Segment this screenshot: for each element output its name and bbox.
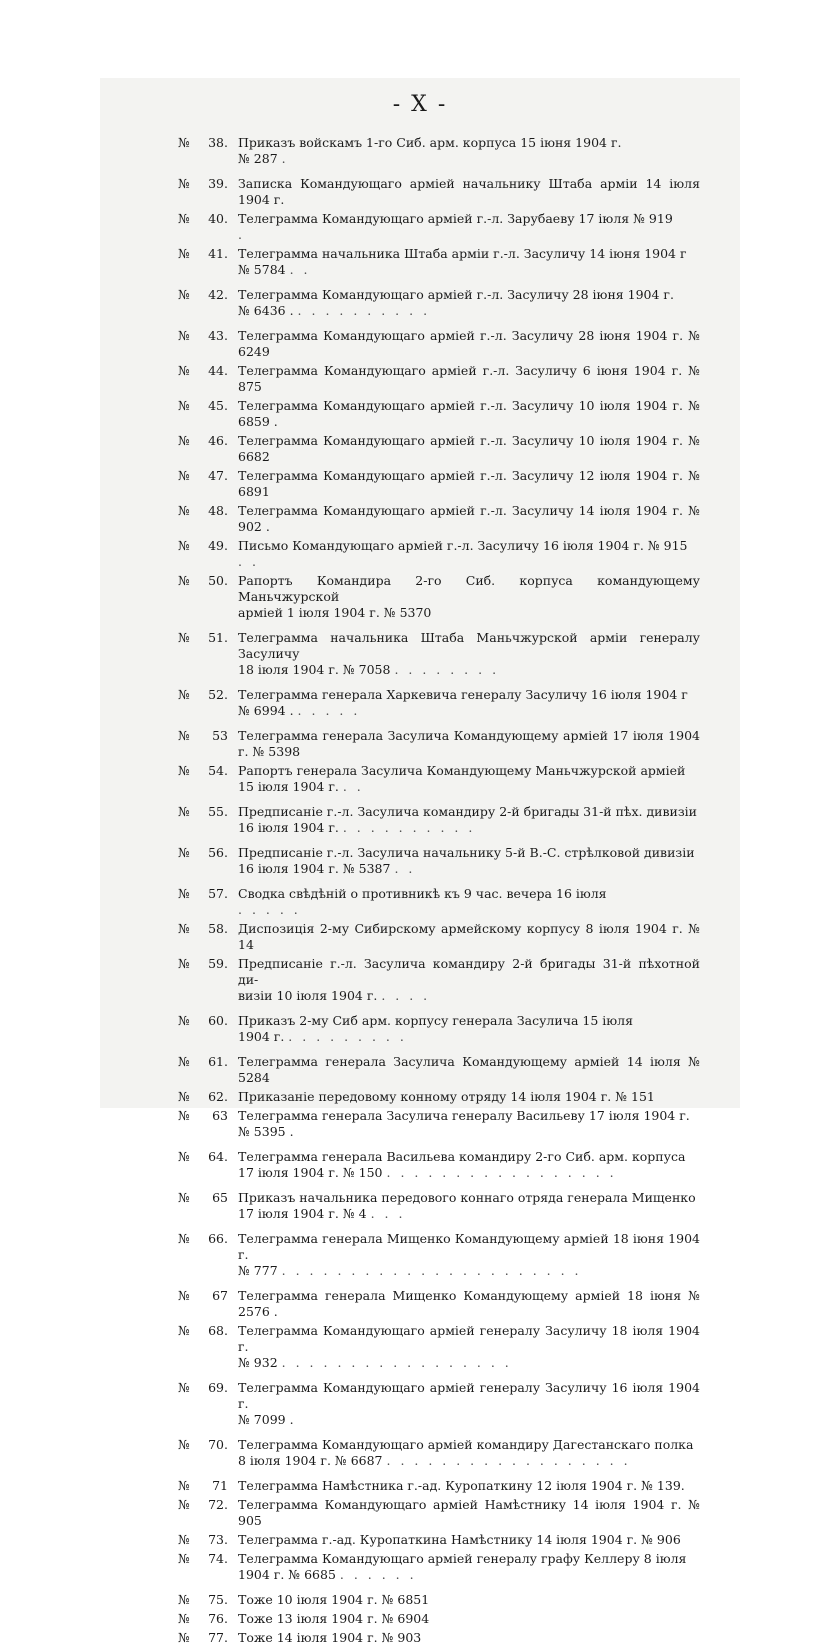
list-item: [178, 328, 700, 360]
entry-text: [238, 1089, 700, 1105]
entry-number: 53: [212, 728, 228, 743]
entry-text: [238, 433, 700, 465]
number-sign: №: [178, 1108, 190, 1123]
entry-line-1: Телеграмма Намѣстника г.-ад. Куропаткину 12 іюля 1904 г. № 139.: [238, 1478, 685, 1493]
entry-line-1: Диспозиція 2-му Сибирскому армейскому корпусу 8 іюля 1904 г. № 14: [238, 921, 700, 952]
number-sign: №: [178, 1323, 190, 1338]
entry-text: [238, 398, 700, 430]
entry-line-2-text: 17 іюля 1904 г. № 150: [238, 1165, 383, 1180]
entry-text: [238, 503, 700, 535]
list-item: [178, 503, 700, 535]
leader-dots: . . . . . . . . . .: [342, 820, 476, 835]
leader-dots: . . . . . . . . . . . . . . . . .: [281, 1355, 512, 1370]
number-sign: №: [178, 211, 190, 226]
entry-line-1: Приказъ войскамъ 1-го Сиб. арм. корпуса 15 іюня 1904 г.: [238, 135, 622, 150]
entry-line-1: Тоже 10 іюля 1904 г. № 6851: [238, 1592, 430, 1607]
entry-number: 44.: [208, 363, 228, 378]
entry-line-2-text: № 7099 .: [238, 1412, 294, 1427]
list-item: [178, 211, 700, 243]
entry-text: [238, 538, 700, 570]
list-item: [178, 1551, 700, 1583]
number-sign: №: [178, 763, 190, 778]
list-item: [178, 1323, 700, 1371]
entry-text: [238, 1532, 700, 1548]
entry-line-1: Приказаніе передовому конному отряду 14 іюля 1904 г. № 151: [238, 1089, 655, 1104]
leader-dots: . . . . .: [297, 703, 361, 718]
number-sign: №: [178, 328, 190, 343]
number-sign: №: [178, 1497, 190, 1512]
entry-number: 65: [212, 1190, 228, 1205]
entry-text: [238, 630, 700, 678]
entry-number: 70.: [208, 1437, 228, 1452]
list-item: [178, 573, 700, 621]
leader-dots: .: [281, 151, 289, 166]
entry-number: 72.: [208, 1497, 228, 1512]
entry-line-2-text: № 777: [238, 1263, 278, 1278]
entry-number: 49.: [208, 538, 228, 553]
list-item: [178, 468, 700, 500]
number-sign: №: [178, 804, 190, 819]
number-sign: №: [178, 1013, 190, 1028]
entry-text: [238, 1611, 700, 1627]
entry-line-1: Рапортъ генерала Засулича Командующему Маньчжурской арміей: [238, 763, 686, 778]
entry-line-2-text: № 6436 .: [238, 303, 294, 318]
leader-dots: . . . .: [381, 988, 431, 1003]
entry-text: [238, 1551, 700, 1583]
entry-text: [238, 687, 700, 719]
list-item: [178, 1437, 700, 1469]
entry-text: [238, 468, 700, 500]
entry-text: [238, 956, 700, 1004]
list-item: [178, 630, 700, 678]
entry-number: 55.: [208, 804, 228, 819]
entry-line-1: Телеграмма генерала Засулича генералу Васильеву 17 іюля 1904 г.: [238, 1108, 690, 1123]
leader-dots: . . . . . . . . . . . . . . . . . . . . . .: [281, 1263, 582, 1278]
entry-number: 76.: [208, 1611, 228, 1626]
entry-line-2: [238, 605, 700, 621]
leader-dots: . . . . . .: [339, 1567, 417, 1582]
list-item: [178, 1611, 700, 1627]
entry-line-2-text: 15 іюля 1904 г.: [238, 779, 339, 794]
entry-number: 59.: [208, 956, 228, 971]
entry-line-2-text: 16 іюля 1904 г.: [238, 820, 339, 835]
number-sign: №: [178, 1149, 190, 1164]
entry-line-2-text: 18 іюля 1904 г. № 7058: [238, 662, 391, 677]
leader-dots: . . . . . . . . . . . . . . . . . .: [386, 1453, 631, 1468]
entry-line-2-text: арміей 1 іюля 1904 г. № 5370: [238, 605, 432, 620]
entry-line-1: Телеграмма Командующаго арміей г.-л. Засуличу 12 іюля 1904 г. № 6891: [238, 468, 700, 499]
entry-number: 77.: [208, 1630, 228, 1645]
entry-text: [238, 328, 700, 360]
entry-line-2-text: № 5395 .: [238, 1124, 294, 1139]
entry-text: [238, 1108, 700, 1140]
entry-text: [238, 1149, 700, 1181]
entry-number: 75.: [208, 1592, 228, 1607]
entry-line-2-text: 8 іюля 1904 г. № 6687: [238, 1453, 383, 1468]
entry-line-1: Телеграмма генерала Мищенко Командующему арміей 18 іюня 1904 г.: [238, 1231, 700, 1262]
entry-text: [238, 1497, 700, 1529]
list-item: [178, 176, 700, 208]
entry-line-1: Телеграмма Командующаго арміей Намѣстнику 14 іюля 1904 г. № 905: [238, 1497, 700, 1528]
list-item: [178, 804, 700, 836]
entry-number: 43.: [208, 328, 228, 343]
entry-number: 57.: [208, 886, 228, 901]
list-item: [178, 886, 700, 918]
list-item: [178, 1089, 700, 1105]
list-item: [178, 687, 700, 719]
entry-line-1: Телеграмма Командующаго арміей генералу Засуличу 16 іюля 1904 г.: [238, 1380, 700, 1411]
list-item: [178, 1380, 700, 1428]
entry-number: 68.: [208, 1323, 228, 1338]
entry-number: 48.: [208, 503, 228, 518]
entry-line-1: Телеграмма Командующаго арміей командиру Дагестанскаго полка: [238, 1437, 694, 1452]
list-item: [178, 363, 700, 395]
entry-text: [238, 363, 700, 395]
entry-text: [238, 763, 700, 795]
list-item: [178, 538, 700, 570]
entry-text: [238, 1478, 700, 1494]
entry-line-2-text: № 5784: [238, 262, 286, 277]
entry-line-2: [238, 1206, 700, 1222]
number-sign: №: [178, 503, 190, 518]
entry-line-1: Телеграмма Командующаго арміей г.-л. Засуличу 6 іюня 1904 г. № 875: [238, 363, 700, 394]
entry-line-1: Приказъ 2-му Сиб арм. корпусу генерала Засулича 15 іюля: [238, 1013, 633, 1028]
leader-dots: . .: [342, 779, 364, 794]
entry-line-2: [238, 1453, 700, 1469]
number-sign: №: [178, 886, 190, 901]
entry-number: 69.: [208, 1380, 228, 1395]
number-sign: №: [178, 1478, 190, 1493]
entry-line-1: Тоже 13 іюля 1904 г. № 6904: [238, 1611, 430, 1626]
entry-line-2: [238, 988, 700, 1004]
entry-number: 63: [212, 1108, 228, 1123]
leader-dots: . .: [238, 554, 259, 569]
list-item: [178, 287, 700, 319]
entry-number: 74.: [208, 1551, 228, 1566]
number-sign: №: [178, 468, 190, 483]
entry-text: [238, 287, 700, 319]
list-item: [178, 433, 700, 465]
number-sign: №: [178, 1551, 190, 1566]
entry-number: 46.: [208, 433, 228, 448]
entry-line-1: Телеграмма Командующаго арміей г.-л. Засуличу 28 іюня 1904 г. № 6249: [238, 328, 700, 359]
entry-line-2-text: 17 іюля 1904 г. № 4: [238, 1206, 367, 1221]
entry-text: [238, 1190, 700, 1222]
entry-number: 71: [212, 1478, 228, 1493]
entry-text: [238, 728, 700, 760]
entry-number: 39.: [208, 176, 228, 191]
leader-dots: . .: [394, 861, 416, 876]
number-sign: №: [178, 845, 190, 860]
entry-text: [238, 246, 700, 278]
list-item: [178, 1149, 700, 1181]
entry-line-2: [238, 861, 700, 877]
entry-line-2-text: 1904 г. № 6685: [238, 1567, 336, 1582]
page-header: - X -: [392, 92, 448, 117]
entry-text: [238, 1592, 700, 1608]
entry-line-2: [238, 703, 700, 719]
number-sign: №: [178, 246, 190, 261]
leader-dots: . . . . . . . . . . . . . . . . .: [386, 1165, 617, 1180]
entry-number: 42.: [208, 287, 228, 302]
list-item: [178, 1054, 700, 1086]
entry-line-2: [238, 1029, 700, 1045]
leader-dots: . .: [289, 262, 311, 277]
document-list: [178, 135, 700, 1649]
number-sign: №: [178, 176, 190, 191]
entry-number: 73.: [208, 1532, 228, 1547]
leader-dots: . . .: [370, 1206, 406, 1221]
entry-text: [238, 845, 700, 877]
entry-line-1: Приказъ начальника передового коннаго отряда генерала Мищенко: [238, 1190, 696, 1205]
number-sign: №: [178, 1630, 190, 1645]
number-sign: №: [178, 921, 190, 936]
entry-line-1: Записка Командующаго арміей начальнику Штаба арміи 14 іюля 1904 г.: [238, 176, 700, 207]
number-sign: №: [178, 538, 190, 553]
entry-line-2: [238, 1165, 700, 1181]
number-sign: №: [178, 1231, 190, 1246]
list-item: [178, 1108, 700, 1140]
entry-number: 60.: [208, 1013, 228, 1028]
number-sign: №: [178, 1380, 190, 1395]
number-sign: №: [178, 573, 190, 588]
entry-line-2: [238, 779, 700, 795]
number-sign: №: [178, 1288, 190, 1303]
entry-text: [238, 1054, 700, 1086]
entry-line-1: Тоже 14 іюля 1904 г. № 903: [238, 1630, 422, 1645]
list-item: [178, 1630, 700, 1646]
entry-text: [238, 1437, 700, 1469]
entry-line-2: [238, 662, 700, 678]
entry-line-2-text: № 287: [238, 151, 278, 166]
number-sign: №: [178, 687, 190, 702]
entry-line-2: [238, 303, 700, 319]
entry-number: 40.: [208, 211, 228, 226]
entry-line-1: Телеграмма начальника Штаба Маньчжурской арміи генералу Засуличу: [238, 630, 700, 661]
number-sign: №: [178, 1190, 190, 1205]
number-sign: №: [178, 363, 190, 378]
number-sign: №: [178, 287, 190, 302]
entry-text: [238, 804, 700, 836]
list-item: [178, 1288, 700, 1320]
entry-text: [238, 1323, 700, 1371]
entry-text: [238, 135, 700, 167]
entry-line-1: Телеграмма Командующаго арміей г.-л. Засуличу 10 іюля 1904 г. № 6859 .: [238, 398, 700, 429]
entry-number: 51.: [208, 630, 228, 645]
number-sign: №: [178, 630, 190, 645]
entry-number: 56.: [208, 845, 228, 860]
entry-line-1: Телеграмма генерала Засулича Командующему арміей 14 іюля № 5284: [238, 1054, 700, 1085]
entry-line-2-text: 1904 г.: [238, 1029, 285, 1044]
entry-line-1: Сводка свѣдѣній о противникѣ къ 9 час. вечера 16 іюля: [238, 886, 607, 901]
list-item: [178, 1231, 700, 1279]
entry-line-1: Предписаніе г.-л. Засулича командиру 2-й бригады 31-й пѣхотной ди-: [238, 956, 700, 987]
entry-text: [238, 886, 700, 918]
list-item: [178, 1478, 700, 1494]
entry-line-1: Телеграмма Командующаго арміей генералу графу Келлеру 8 іюля: [238, 1551, 687, 1566]
entry-line-2: [238, 262, 700, 278]
entry-line-1: Предписаніе г.-л. Засулича командиру 2-й бригады 31-й пѣх. дивизіи: [238, 804, 698, 819]
entry-text: [238, 176, 700, 208]
number-sign: №: [178, 1592, 190, 1607]
entry-text: [238, 573, 700, 621]
list-item: [178, 1013, 700, 1045]
entry-number: 64.: [208, 1149, 228, 1164]
entry-line-1: Телеграмма начальника Штаба арміи г.-л. Засуличу 14 іюня 1904 г: [238, 246, 687, 261]
leader-dots: .: [238, 227, 245, 242]
entry-number: 52.: [208, 687, 228, 702]
entry-text: [238, 1288, 700, 1320]
number-sign: №: [178, 1089, 190, 1104]
number-sign: №: [178, 433, 190, 448]
entry-line-1: Предписаніе г.-л. Засулича начальнику 5-й В.-С. стрѣлковой дивизіи: [238, 845, 695, 860]
entry-line-2-text: визіи 10 іюля 1904 г.: [238, 988, 378, 1003]
list-item: [178, 1497, 700, 1529]
entry-text: [238, 211, 700, 243]
entry-line-2: [238, 1263, 700, 1279]
entry-number: 54.: [208, 763, 228, 778]
entry-line-1: Телеграмма генерала Харкевича генералу Засуличу 16 іюля 1904 г: [238, 687, 688, 702]
entry-line-2: [238, 1124, 700, 1140]
number-sign: №: [178, 956, 190, 971]
entry-number: 47.: [208, 468, 228, 483]
number-sign: №: [178, 1437, 190, 1452]
number-sign: №: [178, 1611, 190, 1626]
number-sign: №: [178, 728, 190, 743]
entry-number: 45.: [208, 398, 228, 413]
entry-line-2: [238, 820, 700, 836]
entry-line-2: [238, 1567, 700, 1583]
entry-number: 58.: [208, 921, 228, 936]
entry-number: 50.: [208, 573, 228, 588]
entry-line-1: Телеграмма Командующаго арміей г.-л. Зарубаеву 17 іюля № 919: [238, 211, 673, 226]
number-sign: №: [178, 135, 190, 150]
list-item: [178, 921, 700, 953]
entry-line-1: Письмо Командующаго арміей г.-л. Засуличу 16 іюля 1904 г. № 915: [238, 538, 688, 553]
entry-number: 38.: [208, 135, 228, 150]
list-item: [178, 1532, 700, 1548]
number-sign: №: [178, 1054, 190, 1069]
entry-line-1: Телеграмма г.-ад. Куропаткина Намѣстнику 14 іюля 1904 г. № 906: [238, 1532, 681, 1547]
entry-line-2-text: № 932: [238, 1355, 278, 1370]
list-item: [178, 845, 700, 877]
list-item: [178, 956, 700, 1004]
entry-line-1: Телеграмма Командующаго арміей генералу Засуличу 18 іюля 1904 г.: [238, 1323, 700, 1354]
entry-line-2: [238, 1355, 700, 1371]
entry-number: 41.: [208, 246, 228, 261]
number-sign: №: [178, 1532, 190, 1547]
entry-number: 61.: [208, 1054, 228, 1069]
entry-line-1: Телеграмма Командующаго арміей г.-л. Засуличу 14 іюля 1904 г. № 902 .: [238, 503, 700, 534]
entry-line-1: Телеграмма генерала Мищенко Командующему арміей 18 іюня № 2576 .: [238, 1288, 700, 1319]
entry-line-1: Телеграмма Командующаго арміей г.-л. Засуличу 10 іюля 1904 г. № 6682: [238, 433, 700, 464]
list-item: [178, 728, 700, 760]
entry-number: 67: [212, 1288, 228, 1303]
list-item: [178, 135, 700, 167]
entry-line-2: [238, 1412, 700, 1428]
list-item: [178, 1190, 700, 1222]
entry-text: [238, 1231, 700, 1279]
list-item: [178, 398, 700, 430]
entry-line-2: [238, 151, 700, 167]
entry-text: [238, 921, 700, 953]
list-item: [178, 246, 700, 278]
entry-line-1: Телеграмма генерала Засулича Командующему арміей 17 іюля 1904 г. № 5398: [238, 728, 700, 759]
entry-number: 62.: [208, 1089, 228, 1104]
entry-text: [238, 1630, 700, 1646]
entry-number: 66.: [208, 1231, 228, 1246]
list-item: [178, 1592, 700, 1608]
number-sign: №: [178, 398, 190, 413]
leader-dots: . . . . . . . .: [394, 662, 500, 677]
entry-line-1: Телеграмма генерала Васильева командиру 2-го Сиб. арм. корпуса: [238, 1149, 686, 1164]
entry-line-2-text: 16 іюля 1904 г. № 5387: [238, 861, 391, 876]
list-item: [178, 763, 700, 795]
entry-line-1: Рапортъ Командира 2-го Сиб. корпуса командующему Маньчжурской: [238, 573, 700, 604]
entry-line-2-text: № 6994 .: [238, 703, 294, 718]
entry-text: [238, 1380, 700, 1428]
entry-line-1: Телеграмма Командующаго арміей г.-л. Засуличу 28 іюня 1904 г.: [238, 287, 674, 302]
entry-text: [238, 1013, 700, 1045]
leader-dots: . . . . . . . . . .: [297, 303, 431, 318]
leader-dots: . . . . .: [238, 902, 301, 917]
leader-dots: . . . . . . . . .: [288, 1029, 407, 1044]
